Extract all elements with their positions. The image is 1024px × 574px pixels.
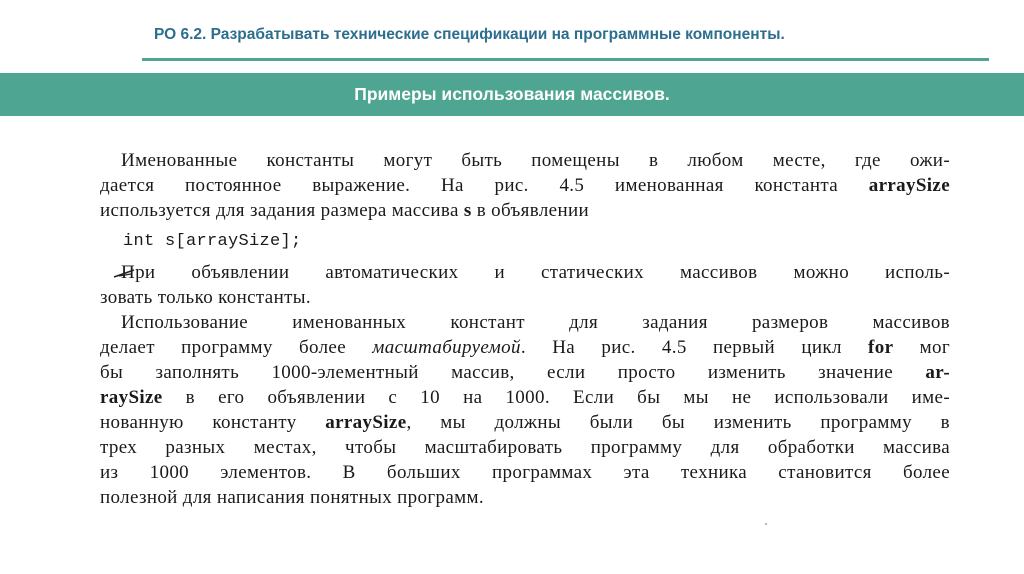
scanned-book-text (100, 148, 950, 510)
text-line (100, 310, 950, 335)
text-line (100, 360, 950, 385)
text-span: При объявлении автоматических и статических массивов можно исполь- (121, 262, 950, 283)
text-span: Именованные константы могут быть помещены в любом месте, где ожи- (121, 150, 950, 171)
identifier-array-size: arraySize (325, 412, 407, 433)
italic-term: масштабируемой (372, 337, 521, 358)
text-span: в объявлении (471, 200, 590, 221)
text-span: трех разных местах, чтобы масштабировать программу для обработки массива (100, 437, 950, 458)
text-span: делает программу более (100, 337, 373, 358)
text-line (100, 285, 950, 310)
text-line (100, 460, 950, 485)
text-span: бы заполнять 1000-элементный массив, если просто изменить значение (100, 362, 926, 383)
text-span: дается постоянное выражение. На рис. 4.5 именованная константа (100, 175, 869, 196)
text-span: . На рис. 4.5 первый цикл (520, 337, 869, 358)
pen-mark-icon (113, 268, 137, 280)
text-line (100, 173, 950, 198)
text-line (100, 148, 950, 173)
banner-title: Примеры использования массивов. (354, 84, 670, 104)
text-line (100, 335, 950, 360)
text-line (100, 198, 950, 223)
header-divider (142, 58, 989, 61)
identifier-array-size: arraySize (868, 175, 950, 196)
text-span: из 1000 элементов. В больших программах эта техника становится более (100, 462, 950, 483)
text-span: Использование именованных констант для задания размеров массивов (121, 312, 950, 333)
code-snippet: int s[arraySize]; (123, 232, 302, 251)
identifier-array-size-part: ar- (925, 362, 950, 383)
text-span: нованную константу (100, 412, 326, 433)
text-span: в его объявлении с 10 на 1000. Если бы мы не использовали име- (162, 387, 950, 408)
identifier-s: s (463, 200, 472, 221)
text-span: мог (893, 337, 950, 358)
text-line (100, 435, 950, 460)
slide-header-title: РО 6.2. Разрабатывать технические спецификации на программные компоненты. (154, 26, 785, 43)
text-line (100, 385, 950, 410)
text-span: используется для задания размера массива (100, 200, 464, 221)
keyword-for: for (868, 337, 894, 358)
section-banner (0, 73, 1024, 116)
text-line (100, 260, 950, 285)
text-span: полезной для написания понятных программ. (100, 487, 485, 508)
scan-speck (765, 523, 767, 525)
text-line (100, 485, 950, 510)
text-span: зовать только константы. (100, 287, 311, 308)
text-span: , мы должны были бы изменить программу в (406, 412, 950, 433)
identifier-array-size-part: raySize (100, 387, 163, 408)
text-line (100, 410, 950, 435)
